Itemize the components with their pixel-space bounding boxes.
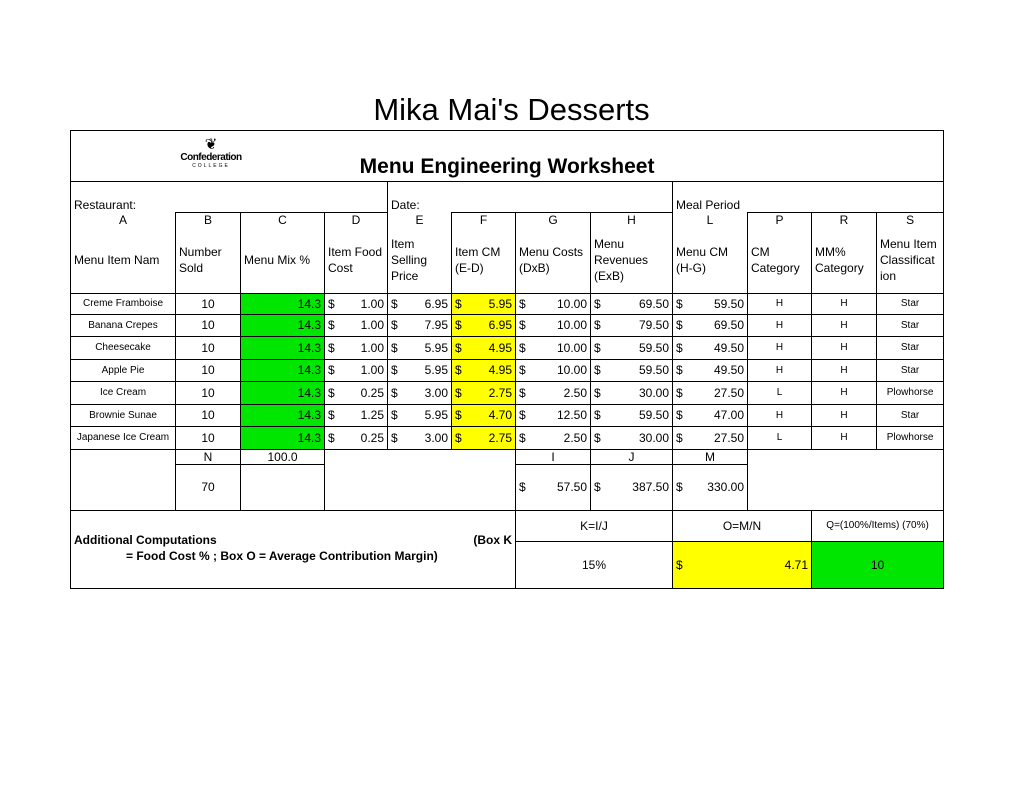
food-cost: 0.25: [360, 430, 384, 445]
currency-symbol: $: [391, 430, 398, 445]
totals-right-blank: [748, 449, 944, 510]
totals-label-row: [71, 449, 944, 464]
menu-cm: 49.50: [713, 363, 744, 377]
currency-symbol: $: [676, 296, 683, 311]
currency-symbol: $: [594, 340, 601, 355]
menu-cm: 27.50: [713, 385, 744, 400]
menu-cm: 49.50: [713, 340, 744, 355]
food-cost-cell: [325, 314, 388, 336]
selling-price: 3.00: [424, 385, 448, 400]
cm-cell: [452, 426, 516, 449]
cm-category: H: [748, 336, 812, 359]
menu-revenues: 69.50: [638, 296, 669, 311]
costs-cell: [516, 293, 591, 314]
i-value: 57.50: [556, 480, 587, 494]
currency-symbol: $: [676, 385, 683, 400]
food-cost: 1.00: [360, 296, 384, 311]
col-header: Menu Costs (DxB): [516, 227, 591, 293]
column-letters-row: [71, 213, 944, 228]
cm-cell: [452, 336, 516, 359]
box-k-text: (Box K: [473, 532, 512, 547]
menu-mix: 14.3: [241, 293, 325, 314]
menu-cm-cell: [673, 293, 748, 314]
additional-computations: [71, 510, 516, 588]
worksheet-title: Menu Engineering Worksheet: [71, 131, 944, 182]
number-sold: 10: [176, 381, 241, 404]
classification: Plowhorse: [877, 381, 944, 404]
classification: Star: [877, 314, 944, 336]
col-header: Menu Item Classificat ion: [877, 227, 944, 293]
k-value: 15%: [516, 541, 673, 588]
revenues-cell: [591, 404, 673, 426]
item-cm: 6.95: [488, 318, 512, 332]
selling-price: 6.95: [424, 296, 448, 311]
currency-symbol: $: [676, 340, 683, 355]
food-cost-cell: [325, 381, 388, 404]
item-name: Cheesecake: [71, 336, 176, 359]
mm-category: H: [812, 404, 877, 426]
revenues-cell: [591, 314, 673, 336]
currency-symbol: $: [328, 430, 335, 445]
col-letter: A: [71, 213, 176, 228]
currency-symbol: $: [328, 363, 335, 377]
costs-cell: [516, 381, 591, 404]
cm-category: L: [748, 381, 812, 404]
food-cost-cell: [325, 293, 388, 314]
price-cell: [388, 426, 452, 449]
currency-symbol: $: [594, 363, 601, 377]
item-cm: 5.95: [488, 296, 512, 311]
k-label: K=I/J: [516, 510, 673, 541]
number-sold: 10: [176, 359, 241, 381]
currency-symbol: $: [391, 340, 398, 355]
costs-cell: [516, 314, 591, 336]
food-cost: 0.25: [360, 385, 384, 400]
menu-cm: 59.50: [713, 296, 744, 311]
currency-symbol: $: [594, 480, 601, 494]
food-cost: 1.25: [360, 408, 384, 422]
currency-symbol: $: [455, 385, 462, 400]
currency-symbol: $: [676, 557, 683, 572]
mix-total-blank: [241, 464, 325, 510]
col-header: Item Food Cost: [325, 227, 388, 293]
menu-engineering-table: [70, 130, 944, 589]
table-row: [71, 381, 944, 404]
cm-cell: [452, 359, 516, 381]
menu-revenues: 30.00: [638, 430, 669, 445]
item-name: Japanese Ice Cream: [71, 426, 176, 449]
costs-cell: [516, 404, 591, 426]
j-cell: [591, 464, 673, 510]
selling-price: 3.00: [424, 430, 448, 445]
additional-heading: Additional Computations: [74, 532, 217, 547]
currency-symbol: $: [594, 385, 601, 400]
header-title-row: [71, 131, 944, 182]
price-cell: [388, 404, 452, 426]
currency-symbol: $: [594, 318, 601, 332]
number-sold: 10: [176, 293, 241, 314]
currency-symbol: $: [455, 408, 462, 422]
menu-cm-cell: [673, 426, 748, 449]
currency-symbol: $: [676, 408, 683, 422]
page-title: Mika Mai's Desserts: [373, 92, 650, 127]
menu-cm-cell: [673, 336, 748, 359]
menu-revenues: 59.50: [638, 363, 669, 377]
m-label: M: [673, 449, 748, 464]
item-name: Ice Cream: [71, 381, 176, 404]
selling-price: 5.95: [424, 408, 448, 422]
currency-symbol: $: [455, 363, 462, 377]
i-label: I: [516, 449, 591, 464]
col-letter: C: [241, 213, 325, 228]
cm-cell: [452, 381, 516, 404]
menu-revenues: 59.50: [638, 340, 669, 355]
col-header: Item CM (E-D): [452, 227, 516, 293]
revenues-cell: [591, 426, 673, 449]
revenues-cell: [591, 336, 673, 359]
q-label: Q=(100%/Items) (70%): [812, 510, 944, 541]
col-letter: S: [877, 213, 944, 228]
food-cost-cell: [325, 336, 388, 359]
revenues-cell: [591, 381, 673, 404]
item-cm: 4.95: [488, 340, 512, 355]
currency-symbol: $: [594, 408, 601, 422]
selling-price: 5.95: [424, 363, 448, 377]
currency-symbol: $: [328, 340, 335, 355]
number-sold: 10: [176, 404, 241, 426]
col-letter: P: [748, 213, 812, 228]
cm-cell: [452, 293, 516, 314]
currency-symbol: $: [519, 363, 526, 377]
col-letter: E: [388, 213, 452, 228]
table-row: [71, 359, 944, 381]
selling-price: 5.95: [424, 340, 448, 355]
mm-category: H: [812, 426, 877, 449]
table-row: [71, 336, 944, 359]
menu-mix: 14.3: [241, 426, 325, 449]
m-cell: [673, 464, 748, 510]
menu-cm-cell: [673, 404, 748, 426]
revenues-cell: [591, 293, 673, 314]
currency-symbol: $: [391, 318, 398, 332]
menu-mix: 14.3: [241, 336, 325, 359]
additional-line2: = Food Cost % ; Box O = Average Contribution Margin): [126, 548, 438, 563]
item-name: Creme Framboise: [71, 293, 176, 314]
currency-symbol: $: [455, 340, 462, 355]
col-letter: L: [673, 213, 748, 228]
number-sold: 10: [176, 336, 241, 359]
cm-category: H: [748, 359, 812, 381]
logo-mark-icon: ❦: [204, 136, 218, 153]
price-cell: [388, 293, 452, 314]
menu-costs: 2.50: [563, 385, 587, 400]
mm-category: H: [812, 314, 877, 336]
mm-category: H: [812, 293, 877, 314]
item-cm: 4.95: [488, 363, 512, 377]
number-sold: 10: [176, 314, 241, 336]
o-value: 4.71: [784, 557, 808, 572]
food-cost: 1.00: [360, 363, 384, 377]
col-letter: F: [452, 213, 516, 228]
price-cell: [388, 336, 452, 359]
cm-category: L: [748, 426, 812, 449]
q-value: 10: [812, 541, 944, 588]
cm-category: H: [748, 404, 812, 426]
menu-revenues: 30.00: [638, 385, 669, 400]
classification: Star: [877, 404, 944, 426]
menu-cm: 47.00: [713, 408, 744, 422]
col-header: Menu Mix %: [241, 227, 325, 293]
food-cost: 1.00: [360, 318, 384, 332]
cm-cell: [452, 314, 516, 336]
menu-revenues: 59.50: [638, 408, 669, 422]
info-row: [71, 182, 944, 213]
selling-price: 7.95: [424, 318, 448, 332]
food-cost-cell: [325, 404, 388, 426]
item-name: Banana Crepes: [71, 314, 176, 336]
currency-symbol: $: [328, 408, 335, 422]
menu-cm: 27.50: [713, 430, 744, 445]
mm-category: H: [812, 336, 877, 359]
currency-symbol: $: [328, 385, 335, 400]
currency-symbol: $: [391, 363, 398, 377]
table-row: [71, 314, 944, 336]
item-name: Brownie Sunae: [71, 404, 176, 426]
currency-symbol: $: [676, 318, 683, 332]
currency-symbol: $: [328, 318, 335, 332]
col-letter: H: [591, 213, 673, 228]
logo-sub: COLLEGE: [192, 163, 230, 169]
cm-cell: [452, 404, 516, 426]
col-header: MM% Category: [812, 227, 877, 293]
col-header: Menu CM (H-G): [673, 227, 748, 293]
currency-symbol: $: [519, 318, 526, 332]
mm-category: H: [812, 381, 877, 404]
costs-cell: [516, 359, 591, 381]
menu-costs: 12.50: [556, 408, 587, 422]
o-cell: [673, 541, 812, 588]
n-label: N: [176, 449, 241, 464]
item-cm: 2.75: [488, 385, 512, 400]
item-cm: 4.70: [488, 408, 512, 422]
price-cell: [388, 314, 452, 336]
menu-mix: 14.3: [241, 314, 325, 336]
currency-symbol: $: [455, 296, 462, 311]
date-label: Date:: [388, 182, 673, 213]
totals-spacer: [71, 449, 176, 510]
currency-symbol: $: [519, 408, 526, 422]
currency-symbol: $: [455, 430, 462, 445]
i-cell: [516, 464, 591, 510]
mm-category: H: [812, 359, 877, 381]
table-row: [71, 426, 944, 449]
currency-symbol: $: [328, 296, 335, 311]
currency-symbol: $: [519, 385, 526, 400]
food-cost-cell: [325, 359, 388, 381]
cm-category: H: [748, 293, 812, 314]
item-name: Apple Pie: [71, 359, 176, 381]
currency-symbol: $: [391, 385, 398, 400]
menu-mix: 14.3: [241, 359, 325, 381]
logo-name: Confederation: [180, 152, 242, 163]
currency-symbol: $: [676, 430, 683, 445]
menu-cm-cell: [673, 314, 748, 336]
currency-symbol: $: [519, 340, 526, 355]
currency-symbol: $: [594, 430, 601, 445]
m-value: 330.00: [707, 480, 744, 494]
currency-symbol: $: [676, 480, 683, 494]
menu-costs: 10.00: [556, 318, 587, 332]
classification: Plowhorse: [877, 426, 944, 449]
j-value: 387.50: [632, 480, 669, 494]
col-letter: R: [812, 213, 877, 228]
menu-costs: 10.00: [556, 363, 587, 377]
column-headers-row: [71, 227, 944, 293]
price-cell: [388, 381, 452, 404]
o-label: O=M/N: [673, 510, 812, 541]
number-sold: 10: [176, 426, 241, 449]
classification: Star: [877, 336, 944, 359]
restaurant-label: Restaurant:: [71, 182, 388, 213]
food-cost-cell: [325, 426, 388, 449]
classification: Star: [877, 293, 944, 314]
currency-symbol: $: [455, 318, 462, 332]
costs-cell: [516, 336, 591, 359]
meal-period-label: Meal Period: [673, 182, 944, 213]
revenues-cell: [591, 359, 673, 381]
col-header: Item Selling Price: [388, 227, 452, 293]
menu-costs: 10.00: [556, 296, 587, 311]
currency-symbol: $: [391, 296, 398, 311]
col-letter: G: [516, 213, 591, 228]
col-header: CM Category: [748, 227, 812, 293]
food-cost: 1.00: [360, 340, 384, 355]
menu-mix: 14.3: [241, 381, 325, 404]
n-value: 70: [176, 464, 241, 510]
menu-costs: 10.00: [556, 340, 587, 355]
currency-symbol: $: [519, 480, 526, 494]
currency-symbol: $: [519, 430, 526, 445]
table-row: [71, 293, 944, 314]
currency-symbol: $: [676, 363, 683, 377]
col-letter: B: [176, 213, 241, 228]
currency-symbol: $: [594, 296, 601, 311]
item-cm: 2.75: [488, 430, 512, 445]
costs-cell: [516, 426, 591, 449]
computation-label-row: [71, 510, 944, 541]
currency-symbol: $: [519, 296, 526, 311]
menu-cm-cell: [673, 359, 748, 381]
menu-costs: 2.50: [563, 430, 587, 445]
col-header: Menu Revenues (ExB): [591, 227, 673, 293]
menu-revenues: 79.50: [638, 318, 669, 332]
j-label: J: [591, 449, 673, 464]
menu-cm: 69.50: [713, 318, 744, 332]
mix-total: 100.0: [241, 449, 325, 464]
menu-mix: 14.3: [241, 404, 325, 426]
currency-symbol: $: [391, 408, 398, 422]
totals-blank: [325, 449, 516, 510]
cm-category: H: [748, 314, 812, 336]
menu-cm-cell: [673, 381, 748, 404]
col-letter: D: [325, 213, 388, 228]
col-header: Number Sold: [176, 227, 241, 293]
classification: Star: [877, 359, 944, 381]
price-cell: [388, 359, 452, 381]
col-header: Menu Item Nam: [71, 227, 176, 293]
table-row: [71, 404, 944, 426]
